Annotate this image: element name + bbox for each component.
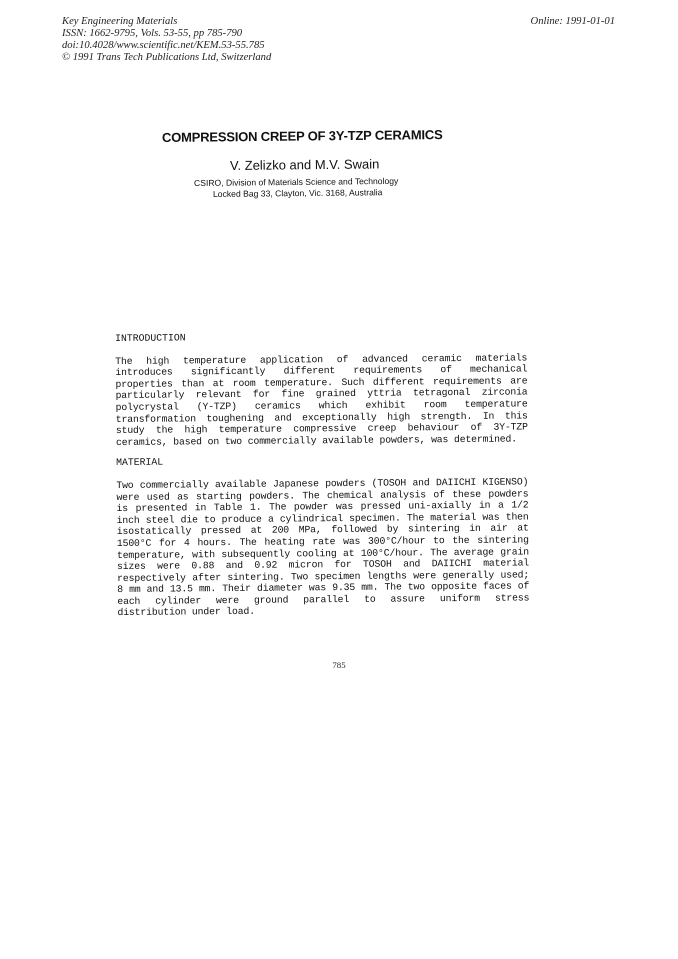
doi-line: doi:10.4028/www.scientific.net/KEM.53-55.785 bbox=[62, 40, 265, 51]
paper-title: COMPRESSION CREEP OF 3Y-TZP CERAMICS bbox=[161, 127, 443, 145]
body-text bbox=[115, 329, 529, 619]
page-number: 785 bbox=[332, 660, 346, 670]
issn-line: ISSN: 1662-9795, Vols. 53-55, pp 785-790 bbox=[62, 28, 243, 39]
material-paragraph: Two commercially available Japanese powders (TOSOH and DAIICHI KIGENSO) were used as starting powders. The chemical analysis of these powders is presented in Table 1. The powder was pressed uni-axially in a 1/2 inch steel die to produce a cylindrical specimen. The material was then isostatically pressed at 200 MPa, followed by sintering in air at 1500°C for 4 hours. The heating rate was 300°C/hour to the sintering temperature, with subsequently cooling at 100°C/hour. The average grain sizes were 0.88 and 0.92 micron for TOSOH and DAIICHI material respectively after sintering. Two specimen lengths were generally used; 8 mm and 13.5 mm. Their diameter was 9.35 mm. The two opposite faces of each cylinder were ground parallel to assure uniform stress distribution under load. bbox=[116, 476, 530, 619]
affiliation-line-2: Locked Bag 33, Clayton, Vic. 3168, Australia bbox=[212, 187, 383, 199]
journal-name: Key Engineering Materials bbox=[62, 16, 178, 27]
online-date: Online: 1991-01-01 bbox=[530, 16, 615, 27]
paper-authors: V. Zelizko and M.V. Swain bbox=[229, 156, 380, 173]
material-heading: MATERIAL bbox=[116, 456, 164, 469]
introduction-paragraph: The high temperature application of advanced ceramic materials introduces significantly different requirements of mechanical properties than at room temperature. Such different requirements are particularly relevant for fine grained yttria tetragonal zirconia polycrystal (Y-TZP) ceramics which exhibit room temperature transformation toughening and exceptionally high strength. In this study the high temperature compressive creep behaviour of 3Y-TZP ceramics, based on two commercially available powders, was determined. bbox=[115, 351, 528, 448]
introduction-heading: INTRODUCTION bbox=[115, 332, 186, 344]
journal-header bbox=[62, 16, 271, 64]
affiliation-line-1: CSIRO, Division of Materials Science and Technology bbox=[193, 175, 399, 188]
copyright-line: © 1991 Trans Tech Publications Ltd, Switzerland bbox=[62, 52, 272, 63]
